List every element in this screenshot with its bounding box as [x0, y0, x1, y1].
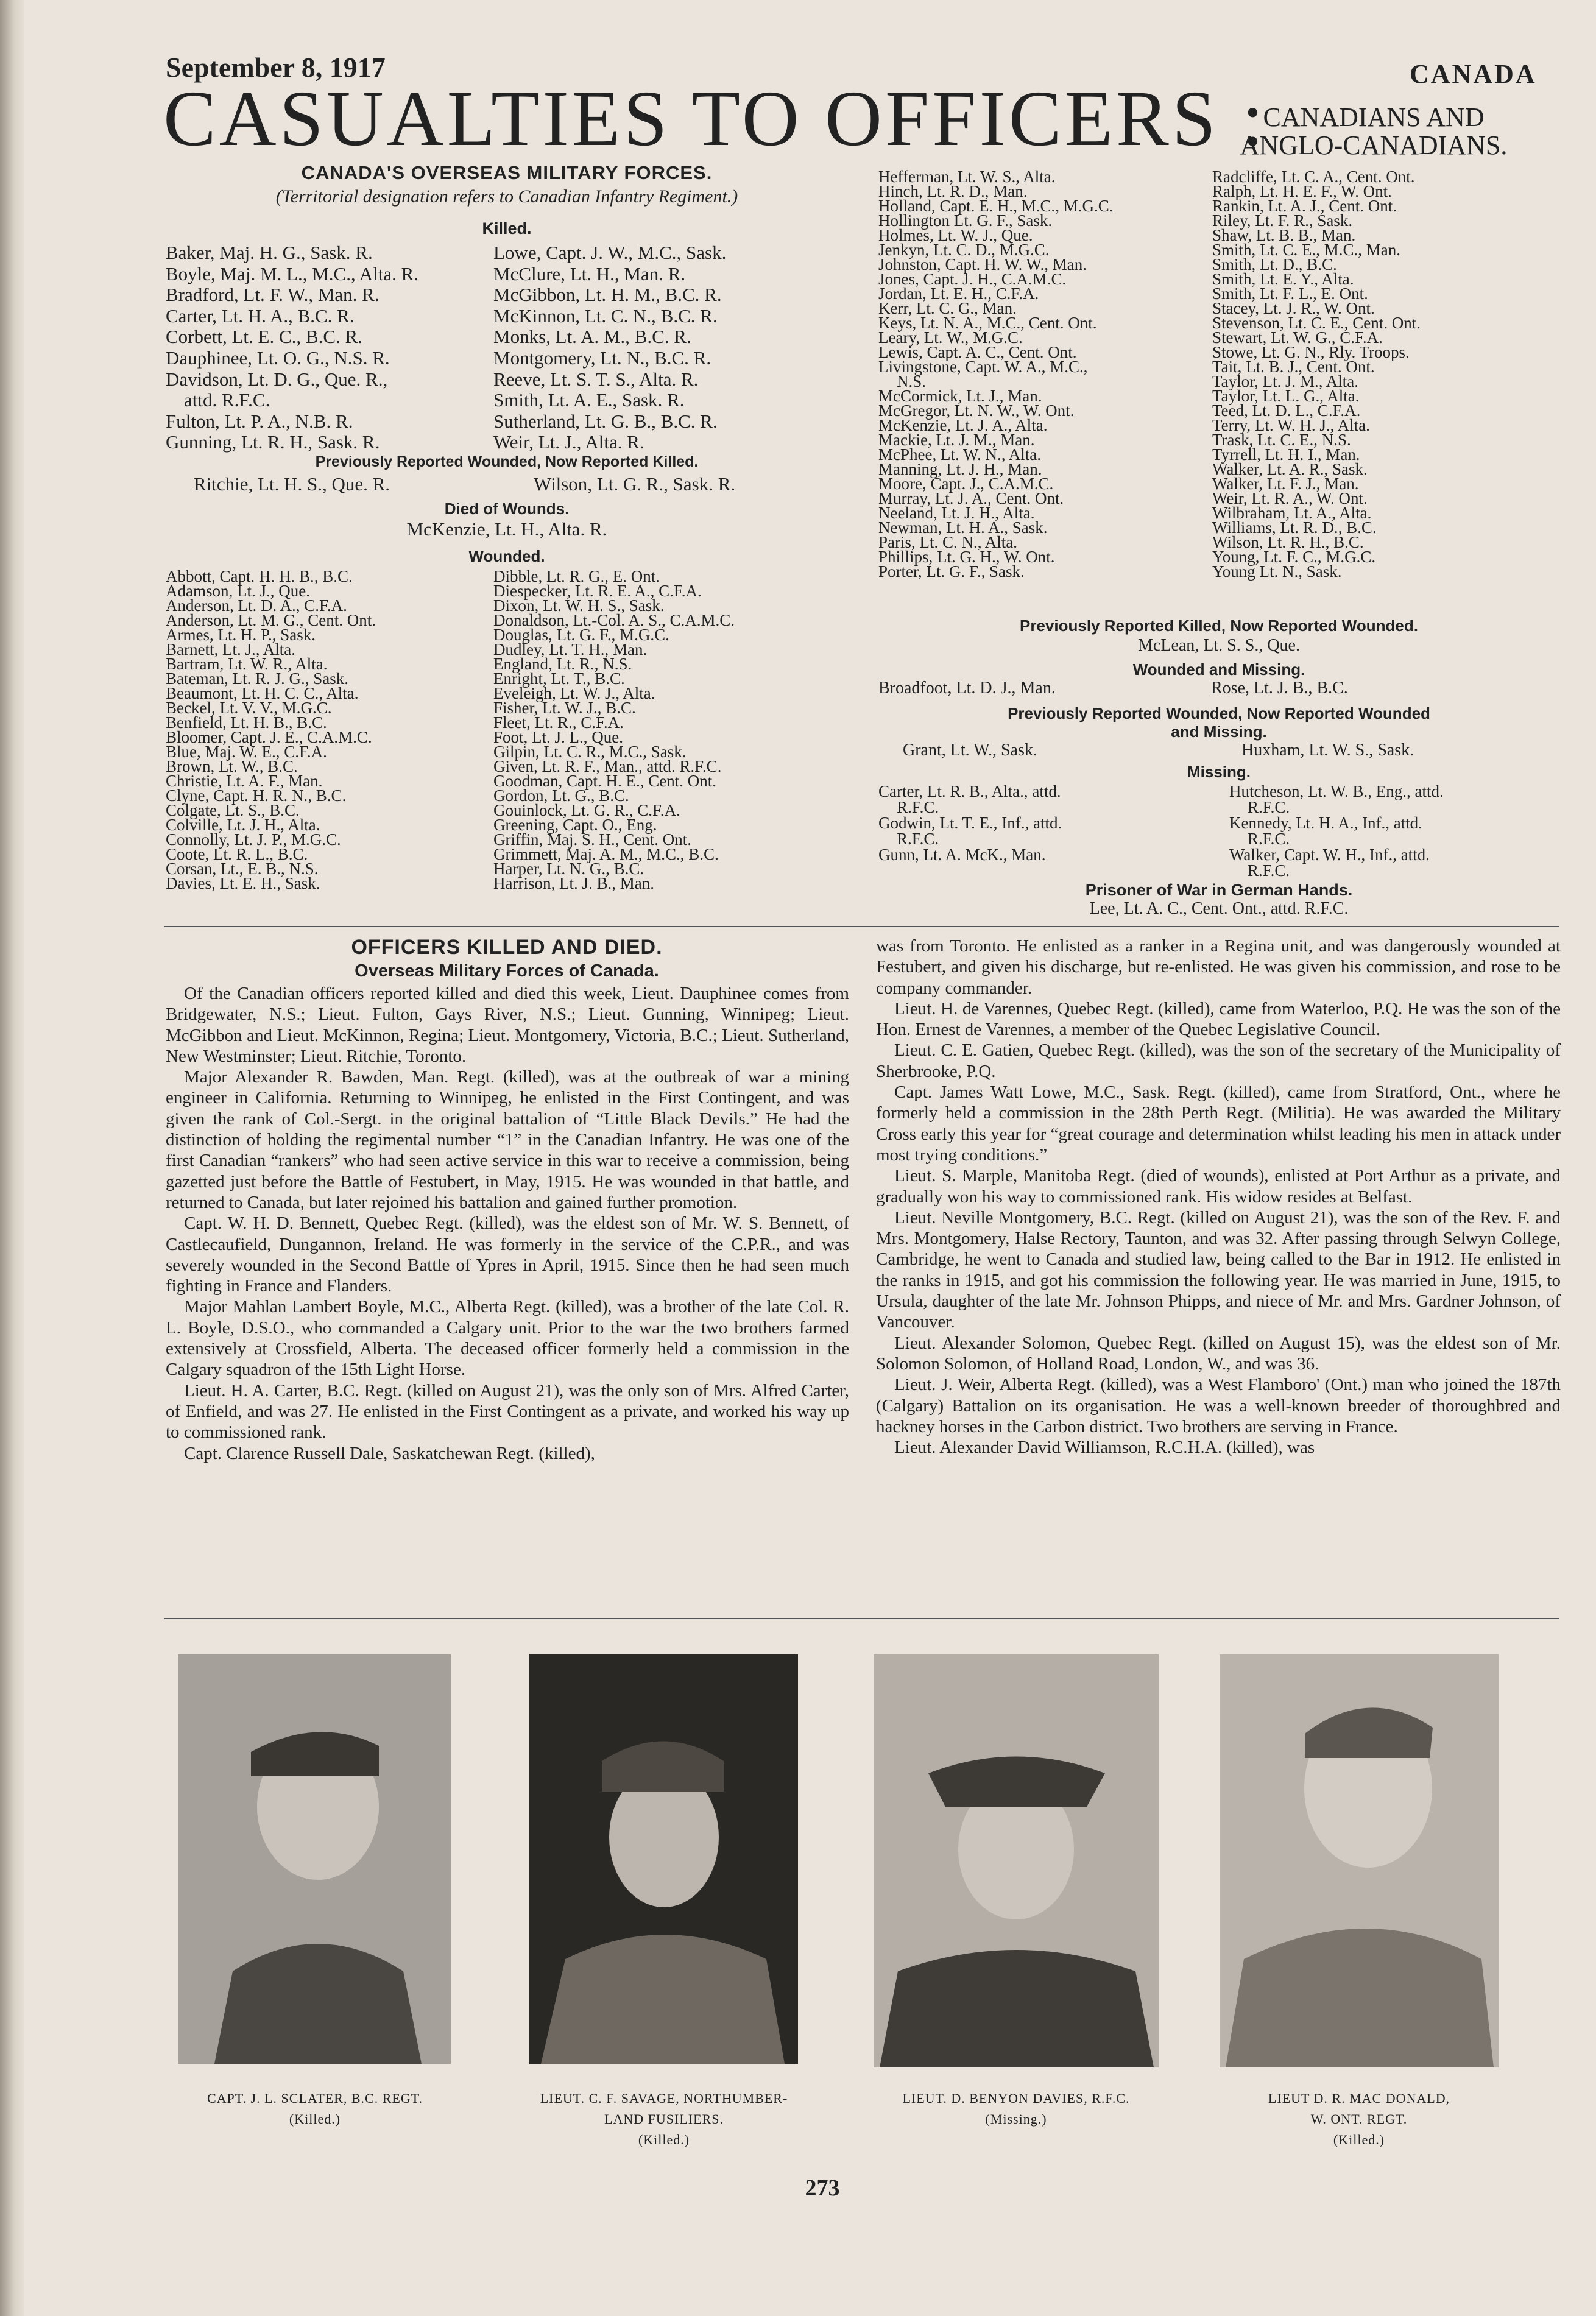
missing-list-col1	[878, 783, 1062, 863]
article-paragraph: Lieut. J. Weir, Alberta Regt. (killed), was a West Flamboro' (Ont.) man who joined the 187th (Calgary) Battalion on its organisation. He was a well-known breeder of thoroughbred and hackney horses in the Carbon district. Two brothers are serving in France.	[876, 1375, 1561, 1436]
list-item: Gunning, Lt. R. H., Sask. R.	[166, 431, 380, 453]
list-item: Gilpin, Lt. C. R., M.C., Sask.	[493, 743, 687, 761]
list-item: Bradford, Lt. F. W., Man. R.	[166, 284, 380, 306]
article-paragraph: Lieut. C. E. Gatien, Quebec Regt. (killed), was the son of the secretary of the Municipality of Sherbrooke, P.Q.	[876, 1040, 1561, 1081]
killed-heading: Killed.	[482, 219, 532, 238]
list-item: Diespecker, Lt. R. E. A., C.F.A.	[493, 582, 702, 600]
list-item: Hollington Lt. G. F., Sask.	[878, 211, 1053, 230]
list-item: Abbott, Capt. H. H. B., B.C.	[166, 567, 353, 585]
list-item: Harrison, Lt. J. B., Man.	[493, 874, 654, 892]
list-item: Barnett, Lt. J., Alta.	[166, 640, 295, 658]
list-item: McKinnon, Lt. C. N., B.C. R.	[493, 305, 718, 327]
list-item: McClure, Lt. H., Man. R.	[493, 263, 686, 284]
list-item: Riley, Lt. F. R., Sask.	[1212, 211, 1353, 230]
list-item: Moore, Capt. J., C.A.M.C.	[878, 475, 1054, 493]
list-item: Smith, Lt. F. L., E. Ont.	[1212, 284, 1368, 303]
list-item: Fleet, Lt. R., C.F.A.	[493, 713, 624, 732]
list-item: attd. R.F.C.	[184, 389, 270, 411]
section-divider	[164, 926, 1559, 927]
wounded-missing-heading: Wounded and Missing.	[1132, 660, 1305, 679]
article-column-left	[166, 983, 849, 1464]
missing-list-col2	[1229, 783, 1444, 878]
portrait-silhouette	[178, 1654, 451, 2064]
portrait-silhouette	[1220, 1654, 1499, 2067]
list-item: Davies, Lt. E. H., Sask.	[166, 874, 320, 892]
portrait-silhouette	[874, 1654, 1159, 2067]
list-item: R.F.C.	[897, 830, 939, 848]
list-item: Boyle, Maj. M. L., M.C., Alta. R.	[166, 263, 419, 284]
list-item: Gouinlock, Lt. G. R., C.F.A.	[493, 801, 680, 819]
list-item: Smith, Lt. E. Y., Alta.	[1212, 270, 1354, 288]
heading-line: Previously Reported Wounded, Now Reported Wounded	[1008, 704, 1430, 722]
subtitle-line: CANADIANS AND	[1263, 102, 1485, 132]
section-divider	[164, 1618, 1559, 1619]
article-paragraph: Capt. James Watt Lowe, M.C., Sask. Regt. (killed), came from Stratford, Ont., where he formerly held a commission in the 28th Perth Regt. (Militia). He was awarded the Military Cross early this year for “great courage and determination whilst leading his men in attack under most trying conditions.”	[876, 1082, 1561, 1165]
list-item: Adamson, Lt. J., Que.	[166, 582, 310, 600]
prev-wounded-killed-heading: Previously Reported Wounded, Now Reported Killed.	[315, 453, 699, 470]
section-label: CANADA	[1410, 59, 1537, 89]
article-paragraph: Lieut. H. A. Carter, B.C. Regt. (killed on August 21), was the only son of Mrs. Alfred Carter, of Enfield, and was 27. He enlisted in the First Contingent as a private, and worked his way up to commissioned rank.	[166, 1380, 849, 1442]
list-item: Porter, Lt. G. F., Sask.	[878, 562, 1025, 581]
killed-list-col1	[166, 242, 418, 453]
article-paragraph: Major Mahlan Lambert Boyle, M.C., Alberta Regt. (killed), was a brother of the late Col. R. L. Boyle, D.S.O., who commanded a Calgary unit. Prior to the war the two brothers farmed extensively at Crossfield, Alberta. The deceased officer formerly held a commission in the Calgary squadron of the 15th Light Horse.	[166, 1297, 849, 1380]
list-item: Johnston, Capt. H. W. W., Man.	[878, 255, 1087, 274]
list-item: McGregor, Lt. N. W., W. Ont.	[878, 401, 1075, 420]
list-item: Grimmett, Maj. A. M., M.C., B.C.	[493, 845, 719, 863]
caption-line: LAND FUSILIERS.	[604, 2111, 724, 2127]
list-item: Griffin, Maj. S. H., Cent. Ont.	[493, 830, 691, 849]
article-paragraph: was from Toronto. He enlisted as a ranker in a Regina unit, and was dangerously wounded at Festubert, and given his discharge, but re-enlisted. He was given his commission, and rose to be company commander.	[876, 936, 1561, 998]
portrait-photo	[874, 1654, 1159, 2067]
list-item: Williams, Lt. R. D., B.C.	[1212, 518, 1377, 537]
list-item: N.S.	[897, 372, 927, 390]
caption-status: (Killed.)	[289, 2111, 341, 2127]
list-item: Sutherland, Lt. G. B., B.C. R.	[493, 410, 718, 432]
killed-list-col2	[493, 242, 726, 453]
list-item: Ritchie, Lt. H. S., Que. R.	[194, 473, 390, 495]
list-item: Huxham, Lt. W. S., Sask.	[1241, 741, 1414, 760]
page-title: CASUALTIES TO OFFICERS :	[163, 75, 1267, 163]
list-item: Hinch, Lt. R. D., Man.	[878, 182, 1028, 200]
list-item: Enright, Lt. T., B.C.	[493, 669, 625, 688]
list-item: Holland, Capt. E. H., M.C., M.G.C.	[878, 197, 1114, 215]
article-paragraph: Of the Canadian officers reported killed and died this week, Lieut. Dauphinee comes from Bridgewater, N.S.; Lieut. Fulton, Gays River, N.S.; Lieut. Gunning, Winnipeg; Lieut. McGibbon and Lieut. McKinnon, Regina; Lieut. Montgomery, Victoria, B.C.; Lieut. Sutherland, New Westminster; Lieut. Ritchie, Toronto.	[166, 984, 849, 1066]
list-item: Stacey, Lt. J. R., W. Ont.	[1212, 299, 1375, 317]
photo-caption	[166, 2088, 464, 2130]
list-heading: CANADA'S OVERSEAS MILITARY FORCES.	[301, 162, 713, 183]
portrait-photo	[1220, 1654, 1499, 2067]
list-item: McGibbon, Lt. H. M., B.C. R.	[493, 284, 722, 306]
list-item: Stewart, Lt. W. G., C.F.A.	[1212, 328, 1383, 347]
list-item: R.F.C.	[1248, 861, 1290, 880]
wounded-list-col4	[1212, 169, 1421, 579]
list-item: R.F.C.	[1248, 830, 1290, 848]
prev-killed-wounded-heading: Previously Reported Killed, Now Reported Wounded.	[1020, 616, 1418, 635]
list-item: Lowe, Capt. J. W., M.C., Sask.	[493, 242, 727, 263]
list-item: Taylor, Lt. J. M., Alta.	[1212, 372, 1359, 390]
photo-caption	[512, 2088, 816, 2150]
heading-line: and Missing.	[1171, 722, 1267, 741]
list-item: Dudley, Lt. T. H., Man.	[493, 640, 648, 658]
list-item: Brown, Lt. W., B.C.	[166, 757, 298, 775]
caption-status: (Killed.)	[638, 2132, 690, 2147]
portrait-photo	[178, 1654, 451, 2064]
list-item: England, Lt. R., N.S.	[493, 655, 632, 673]
list-item: Mackie, Lt. J. M., Man.	[878, 431, 1035, 449]
list-item: Fisher, Lt. W. J., B.C.	[493, 699, 636, 717]
list-item: Jenkyn, Lt. C. D., M.G.C.	[878, 241, 1050, 259]
list-item: McPhee, Lt. W. N., Alta.	[878, 445, 1041, 464]
list-item: Greening, Capt. O., Eng.	[493, 816, 657, 834]
article-paragraph: Lieut. Alexander David Williamson, R.C.H.A. (killed), was	[894, 1438, 1315, 1458]
list-item: Bateman, Lt. R. J. G., Sask.	[166, 669, 348, 688]
list-item: Corbett, Lt. E. C., B.C. R.	[166, 326, 362, 348]
wounded-list-col2	[493, 569, 735, 891]
list-item: Neeland, Lt. J. H., Alta.	[878, 504, 1035, 522]
issue-date: September 8, 1917	[166, 52, 386, 83]
article-paragraph: Capt. Clarence Russell Dale, Saskatchewan Regt. (killed),	[184, 1443, 595, 1463]
list-item: Walker, Capt. W. H., Inf., attd.	[1229, 846, 1430, 864]
list-note: (Territorial designation refers to Canadian Infantry Regiment.)	[275, 186, 738, 207]
list-item: Corsan, Lt., E. B., N.S.	[166, 860, 319, 878]
list-item: Connolly, Lt. J. P., M.G.C.	[166, 830, 341, 849]
page-subtitle	[1188, 104, 1559, 160]
list-item: Colville, Lt. J. H., Alta.	[166, 816, 320, 834]
caption-line: W. ONT. REGT.	[1310, 2111, 1408, 2127]
article-paragraph: Lieut. S. Marple, Manitoba Regt. (died of wounds), enlisted at Port Arthur as a private, and gradually won his way to commissioned rank. His widow resides at Belfast.	[876, 1166, 1561, 1207]
list-item: Donaldson, Lt.-Col. A. S., C.A.M.C.	[493, 611, 735, 629]
article-heading: OFFICERS KILLED AND DIED.	[351, 936, 663, 959]
list-item: Ralph, Lt. H. E. F., W. Ont.	[1212, 182, 1392, 200]
list-item: Dibble, Lt. R. G., E. Ont.	[493, 567, 660, 585]
list-item: Walker, Lt. A. R., Sask.	[1212, 460, 1368, 478]
list-item: Bloomer, Capt. J. E., C.A.M.C.	[166, 728, 372, 746]
list-item: Colgate, Lt. S., B.C.	[166, 801, 300, 819]
list-item: Anderson, Lt. M. G., Cent. Ont.	[166, 611, 376, 629]
list-item: Young Lt. N., Sask.	[1212, 562, 1342, 581]
list-item: Fulton, Lt. P. A., N.B. R.	[166, 410, 353, 432]
caption-line: CAPT. J. L. SCLATER, B.C. REGT.	[207, 2091, 423, 2106]
list-item: Teed, Lt. D. L., C.F.A.	[1212, 401, 1361, 420]
list-item: Murray, Lt. J. A., Cent. Ont.	[878, 489, 1064, 507]
list-item: Hutcheson, Lt. W. B., Eng., attd.	[1229, 782, 1444, 800]
article-paragraph: Major Alexander R. Bawden, Man. Regt. (killed), was at the outbreak of war a mining engineer in California. Returning to Winnipeg, he enlisted in the First Contingent, and was given the rank of Col.-Sergt. in the original battalion of “Little Black Devils.” He had the distinction of holding the regimental number “1” in the Canadian Infantry. He was one of the first Canadian “rankers” who had seen active service in this war to receive a commission, being gazetted just before the Battle of Festubert, in May, 1915. He was wounded in that battle, and returned to Canada, but later rejoined his battalion and gained further promotion.	[166, 1067, 849, 1212]
caption-line: LIEUT. C. F. SAVAGE, NORTHUMBER-	[540, 2091, 788, 2106]
list-item: Reeve, Lt. S. T. S., Alta. R.	[493, 368, 699, 390]
article-paragraph: Lieut. H. de Varennes, Quebec Regt. (killed), came from Waterloo, P.Q. He was the son of the Hon. Ernest de Varennes, a member of the Quebec Legislative Council.	[876, 998, 1561, 1040]
caption-status: (Missing.)	[985, 2111, 1047, 2127]
list-item: Tyrrell, Lt. H. I., Man.	[1212, 445, 1360, 464]
list-item: Smith, Lt. C. E., M.C., Man.	[1212, 241, 1401, 259]
list-item: Carter, Lt. H. A., B.C. R.	[166, 305, 355, 327]
list-item: R.F.C.	[1248, 798, 1290, 816]
photo-caption	[864, 2088, 1168, 2130]
list-item: Clyne, Capt. H. R. N., B.C.	[166, 786, 347, 805]
list-item: Shaw, Lt. B. B., Man.	[1212, 226, 1356, 244]
list-item: Manning, Lt. J. H., Man.	[878, 460, 1042, 478]
list-item: Armes, Lt. H. P., Sask.	[166, 626, 316, 644]
list-item: Gunn, Lt. A. McK., Man.	[878, 846, 1046, 864]
list-item: Newman, Lt. H. A., Sask.	[878, 518, 1048, 537]
list-item: Young, Lt. F. C., M.G.C.	[1212, 548, 1376, 566]
list-item: R.F.C.	[897, 798, 939, 816]
list-item: Livingstone, Capt. W. A., M.C.,	[878, 358, 1088, 376]
list-item: Gordon, Lt. G., B.C.	[493, 786, 629, 805]
portrait-photo	[529, 1654, 798, 2064]
photo-caption	[1210, 2088, 1508, 2150]
page	[24, 0, 1596, 2316]
list-item: Taylor, Lt. L. G., Alta.	[1212, 387, 1360, 405]
list-item: Harper, Lt. N. G., B.C.	[493, 860, 644, 878]
list-item: Anderson, Lt. D. A., C.F.A.	[166, 596, 347, 615]
caption-line: LIEUT. D. BENYON DAVIES, R.F.C.	[902, 2091, 1130, 2106]
list-item: Hefferman, Lt. W. S., Alta.	[878, 168, 1056, 186]
list-item: Weir, Lt. J., Alta. R.	[493, 431, 644, 453]
list-item: Davidson, Lt. D. G., Que. R.,	[166, 368, 388, 390]
list-item: Douglas, Lt. G. F., M.G.C.	[493, 626, 669, 644]
list-item: Coote, Lt. R. L., B.C.	[166, 845, 308, 863]
list-item: McKenzie, Lt. J. A., Alta.	[878, 416, 1048, 434]
list-item: Foot, Lt. J. L., Que.	[493, 728, 623, 746]
wounded-list-col1	[166, 569, 376, 891]
list-item: Montgomery, Lt. N., B.C. R.	[493, 347, 711, 369]
list-item: Wilbraham, Lt. A., Alta.	[1212, 504, 1372, 522]
list-item: McLean, Lt. S. S., Que.	[1138, 636, 1300, 655]
wounded-list-col3	[878, 169, 1114, 579]
prev-wounded-missing-heading	[878, 704, 1559, 741]
article-paragraph: Capt. W. H. D. Bennett, Quebec Regt. (killed), was the eldest son of Mr. W. S. Bennett, of Castlecaufield, Dungannon, Ireland. He was formerly in the service of the C.P.R., and was severely wounded in the Second Battle of Ypres in April, 1915. Since then he had seen much fighting in France and Flanders.	[166, 1213, 849, 1296]
list-item: Leary, Lt. W., M.G.C.	[878, 328, 1023, 347]
article-subheading: Overseas Military Forces of Canada.	[355, 961, 659, 981]
list-item: Smith, Lt. A. E., Sask. R.	[493, 389, 685, 411]
list-item: Radcliffe, Lt. C. A., Cent. Ont.	[1212, 168, 1415, 186]
list-item: Tait, Lt. B. J., Cent. Ont.	[1212, 358, 1375, 376]
list-item: Beckel, Lt. V. V., M.G.C.	[166, 699, 332, 717]
subtitle-line: ANGLO-CANADIANS.	[1240, 130, 1508, 161]
caption-status: (Killed.)	[1333, 2132, 1385, 2147]
list-item: Dauphinee, Lt. O. G., N.S. R.	[166, 347, 390, 369]
prisoner-heading: Prisoner of War in German Hands.	[1085, 881, 1353, 899]
list-item: McCormick, Lt. J., Man.	[878, 387, 1042, 405]
list-item: Trask, Lt. C. E., N.S.	[1212, 431, 1351, 449]
list-item: Keys, Lt. N. A., M.C., Cent. Ont.	[878, 314, 1097, 332]
list-item: Weir, Lt. R. A., W. Ont.	[1212, 489, 1368, 507]
list-item: Beaumont, Lt. H. C. C., Alta.	[166, 684, 359, 702]
list-item: Rankin, Lt. A. J., Cent. Ont.	[1212, 197, 1397, 215]
list-item: Goodman, Capt. H. E., Cent. Ont.	[493, 772, 716, 790]
list-item: Lee, Lt. A. C., Cent. Ont., attd. R.F.C.	[1089, 899, 1349, 918]
page-binding	[0, 0, 24, 2316]
list-item: Terry, Lt. W. H. J., Alta.	[1212, 416, 1370, 434]
list-item: Carter, Lt. R. B., Alta., attd.	[878, 782, 1061, 800]
list-item: Broadfoot, Lt. D. J., Man.	[878, 679, 1056, 697]
article-paragraph: Lieut. Neville Montgomery, B.C. Regt. (killed on August 21), was the son of the Rev. F. and Mrs. Montgomery, Halse Rectory, Taunton, and was 32. After passing through Selwyn College, Cambridge, he went to Canada and studied law, being called to the Bar in 1912. He enlisted in the ranks in 1915, and got his commission the following year. He was married in June, 1915, to Ursula, daughter of the late Mr. Johnson Phipps, and niece of Mr. and Mrs. Gardner Johnson, of Vancouver.	[876, 1207, 1561, 1332]
list-item: Kerr, Lt. C. G., Man.	[878, 299, 1017, 317]
article-column-right	[876, 936, 1561, 1458]
list-item: Kennedy, Lt. H. A., Inf., attd.	[1229, 814, 1422, 832]
article-paragraph: Lieut. Alexander Solomon, Quebec Regt. (killed on August 15), was the eldest son of Mr. Solomon Solomon, of Holland Road, London, W., and was 36.	[876, 1333, 1561, 1374]
list-item: Grant, Lt. W., Sask.	[903, 741, 1037, 760]
list-item: Walker, Lt. F. J., Man.	[1212, 475, 1359, 493]
list-item: Baker, Maj. H. G., Sask. R.	[166, 242, 373, 263]
caption-line: LIEUT D. R. MAC DONALD,	[1268, 2091, 1450, 2106]
missing-heading: Missing.	[1187, 763, 1251, 781]
list-item: Jones, Capt. J. H., C.A.M.C.	[878, 270, 1067, 288]
list-item: Phillips, Lt. G. H., W. Ont.	[878, 548, 1055, 566]
list-item: Stevenson, Lt. C. E., Cent. Ont.	[1212, 314, 1421, 332]
page-number: 273	[805, 2175, 840, 2201]
list-item: Monks, Lt. A. M., B.C. R.	[493, 326, 691, 348]
died-heading: Died of Wounds.	[444, 500, 570, 518]
list-item: Given, Lt. R. F., Man., attd. R.F.C.	[493, 757, 722, 775]
list-item: Wilson, Lt. G. R., Sask. R.	[534, 473, 736, 495]
list-item: Wilson, Lt. R. H., B.C.	[1212, 533, 1364, 551]
list-item: Christie, Lt. A. F., Man.	[166, 772, 323, 790]
list-item: Jordan, Lt. E. H., C.F.A.	[878, 284, 1039, 303]
list-item: Holmes, Lt. W. J., Que.	[878, 226, 1033, 244]
list-item: Stowe, Lt. G. N., Rly. Troops.	[1212, 343, 1410, 361]
list-item: Eveleigh, Lt. W. J., Alta.	[493, 684, 655, 702]
list-item: Godwin, Lt. T. E., Inf., attd.	[878, 814, 1062, 832]
portrait-silhouette	[529, 1654, 798, 2064]
list-item: Rose, Lt. J. B., B.C.	[1211, 679, 1348, 697]
wounded-heading: Wounded.	[468, 547, 545, 565]
list-item: Benfield, Lt. H. B., B.C.	[166, 713, 327, 732]
list-item: McKenzie, Lt. H., Alta. R.	[406, 518, 607, 540]
list-item: Lewis, Capt. A. C., Cent. Ont.	[878, 343, 1077, 361]
list-item: Bartram, Lt. W. R., Alta.	[166, 655, 328, 673]
list-item: Blue, Maj. W. E., C.F.A.	[166, 743, 327, 761]
list-item: Smith, Lt. D., B.C.	[1212, 255, 1337, 274]
list-item: Dixon, Lt. W. H. S., Sask.	[493, 596, 665, 615]
list-item: Paris, Lt. C. N., Alta.	[878, 533, 1017, 551]
